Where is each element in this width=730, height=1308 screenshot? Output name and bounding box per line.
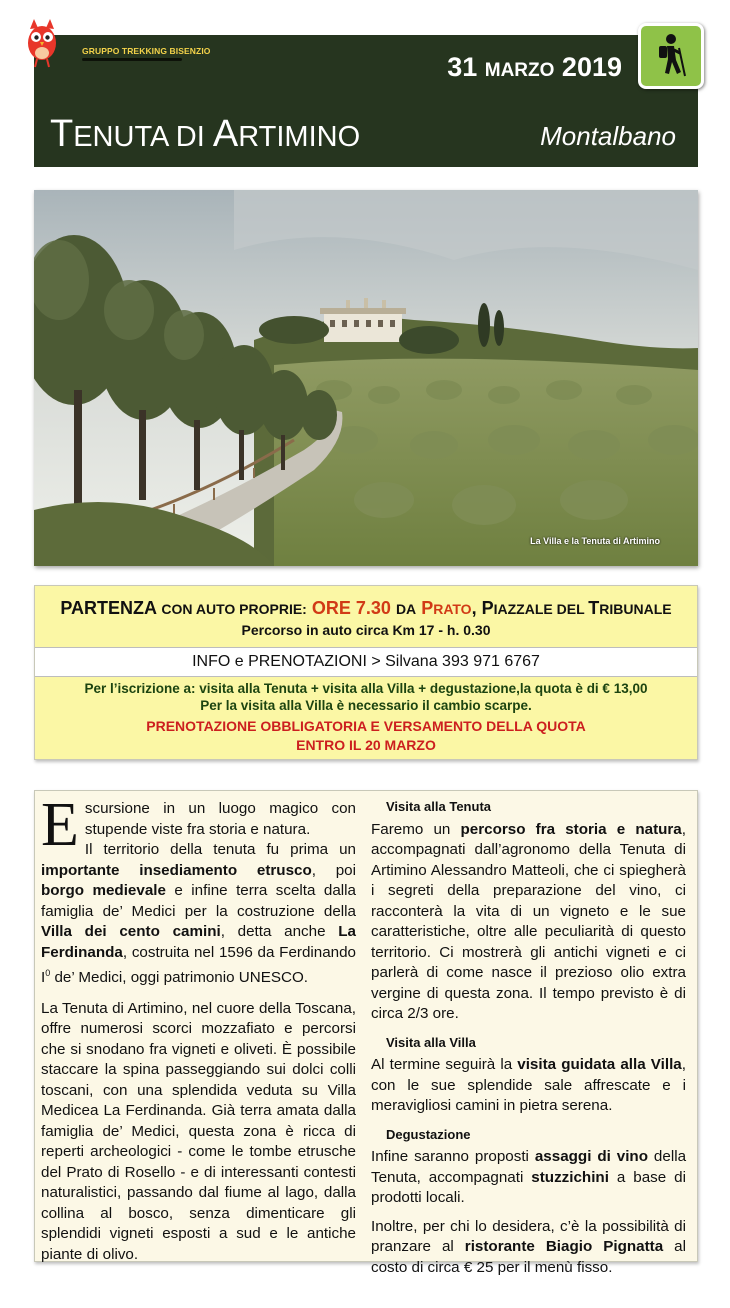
tuscany-paragraph: La Tenuta di Artimino, nel cuore della Toscana, offre numerosi scorci mozzafiato e percorsi che si snodano fra vigneti e oliveti. È possibile staccare la spina passeggiando sui dolci colli toscani, con una splendida veduta su Villa Medicea La Ferdinanda. Già terra amata dalla famiglia de’ Medici, questa zona è ricca di reperti archeologici - come le tombe etrusche del Prato di Rosello - e di interessanti contesti naturalistici, passando dal fiume al lago, dalla collina al bosco, senza dimenticare gli splendidi vigneti esposti a sud e le antiche piante di olivo.: [41, 999, 356, 1263]
right-column: [371, 799, 686, 1286]
route-line: Percorso in auto circa Km 17 - h. 0.30: [241, 622, 491, 638]
title-cap-1: T: [50, 113, 74, 155]
degust-text-c: della Tenuta, accompagnati: [371, 1148, 687, 1186]
departure-info-box: [34, 585, 698, 760]
description-box: [34, 790, 698, 1276]
degust-bold-1: assaggi di vino: [534, 1148, 648, 1165]
info-contact-bar: INFO e PRENOTAZIONI > Silvana 393 971 6767: [35, 647, 697, 677]
intro-text-6: , costruita nel 1596 da Ferdinando I: [41, 943, 356, 987]
lunch-bold: ristorante Biagio Pignatta: [464, 1238, 664, 1255]
intro-bold-1: importante insediamento etrusco: [41, 861, 312, 879]
square-rest-2: RIBUNALE: [599, 601, 672, 617]
warning-line-1: PRENOTAZIONE OBBLIGATORIA E VERSAMENTO DELLA QUOTA: [146, 718, 586, 734]
hiker-icon: [641, 26, 701, 86]
departure-label: PARTENZA: [60, 598, 157, 618]
subheading-degustazione: Degustazione: [386, 1126, 471, 1142]
departure-from: DA: [395, 601, 417, 617]
intro-text-2: Il territorio della tenuta fu prima un: [84, 841, 356, 858]
date-year: 2019: [561, 52, 622, 82]
registration-line-2: Per la visita alla Villa è necessario il cambio scarpe.: [200, 698, 532, 713]
owl-logo-icon: [20, 13, 64, 69]
departure-place-rest: RATO: [433, 601, 472, 617]
departure-comma: ,: [471, 598, 477, 618]
date-day: 31: [447, 52, 478, 82]
location-subtitle: Montalbano: [540, 121, 676, 151]
tenuta-text-a: Faremo un: [371, 820, 461, 838]
title-rest-2: RTIMINO: [238, 121, 361, 153]
intro-text-1: scursione in un luogo magico con stupende viste fra storia e natura.: [84, 800, 356, 838]
event-date: [447, 52, 622, 83]
registration-text: [35, 680, 697, 714]
departure-mode: CON AUTO PROPRIE:: [161, 601, 307, 617]
intro-paragraph: [41, 791, 356, 989]
lunch-text-c: al costo di circa € 25 per il menù fisso.: [371, 1238, 686, 1276]
intro-bold-3: Villa dei cento camini: [41, 923, 221, 940]
intro-bold-2: borgo medievale: [41, 882, 166, 899]
degust-text-a: Infine saranno proposti: [371, 1148, 535, 1165]
title-rest-1: ENUTA DI: [73, 121, 213, 153]
square-rest-1: IAZZALE DEL: [493, 601, 589, 617]
date-month: MARZO: [484, 60, 555, 81]
hiker-badge: [638, 23, 704, 89]
departure-place-cap: P: [421, 598, 434, 618]
drop-cap: E: [41, 791, 79, 859]
square-cap-1: P: [481, 598, 494, 618]
departure-time: ORE 7.30: [311, 598, 391, 618]
intro-text-5: , detta anche: [220, 923, 339, 940]
square-cap-2: T: [588, 598, 600, 618]
departure-line: [35, 598, 697, 619]
villa-bold: visita guidata alla Villa: [517, 1056, 682, 1073]
intro-text-7: de’ Medici, oggi patrimonio UNESCO.: [50, 969, 308, 987]
intro-text-3: , poi: [311, 861, 356, 879]
villa-landscape-image: [34, 190, 698, 566]
villa-paragraph: [371, 1055, 686, 1117]
intro-text-4: e infine terra scelta dalla famiglia de’ Medici per la costruzione della: [41, 882, 356, 920]
tenuta-bold: percorso fra storia e natura: [460, 820, 682, 838]
warning-line-2: ENTRO IL 20 MARZO: [296, 737, 436, 753]
tenuta-text-c: , accompagnati dall’agronomo della Tenuta di Artimino Alessandro Matteoli, che ci spiegherà i segreti della preparazione del vino, ci racconterà la vita di un vigneto e le sue caratteristiche, oltre alle peculiarità di questo territorio. Ci mostrerà gli antichi vigneti e ci parlerà di come nasce il prezioso olio extra vergine di questa zona. Il tempo previsto è di circa 2/3 ore.: [371, 820, 686, 1022]
registration-line-1: Per l’iscrizione a: visita alla Tenuta + visita alla Villa + degustazione,la quota è di € 13,00: [84, 681, 648, 696]
left-column: [41, 791, 356, 1275]
villa-text-a: Al termine seguirà la: [371, 1056, 518, 1073]
page-title: [50, 115, 360, 153]
booking-warning: [35, 717, 697, 755]
group-name: GRUPPO TREKKING BISENZIO: [82, 46, 211, 56]
intro-sup: 0: [45, 968, 51, 978]
header-banner: [34, 35, 698, 167]
landscape-photo: [34, 190, 698, 566]
degustazione-paragraph: [371, 1147, 686, 1209]
photo-caption: La Villa e la Tenuta di Artimino: [530, 536, 660, 546]
subheading-tenuta: Visita alla Tenuta: [386, 799, 492, 814]
villa-text-c: , con le sue splendide sale affrescate e i meravigliosi camini in pietra serena.: [371, 1056, 686, 1114]
degust-bold-2: stuzzichini: [531, 1168, 609, 1186]
lunch-paragraph: [371, 1217, 686, 1279]
intro-bold-4: La Ferdinanda: [41, 923, 356, 961]
lunch-text-a: Inoltre, per chi lo desidera, c’è la possibilità di pranzare al: [371, 1217, 686, 1255]
subheading-villa: Visita alla Villa: [386, 1034, 476, 1050]
group-underline: [82, 58, 182, 61]
title-cap-2: A: [212, 113, 239, 155]
tenuta-paragraph: [371, 820, 686, 1025]
degust-text-e: a base di prodotti locali.: [371, 1168, 686, 1206]
